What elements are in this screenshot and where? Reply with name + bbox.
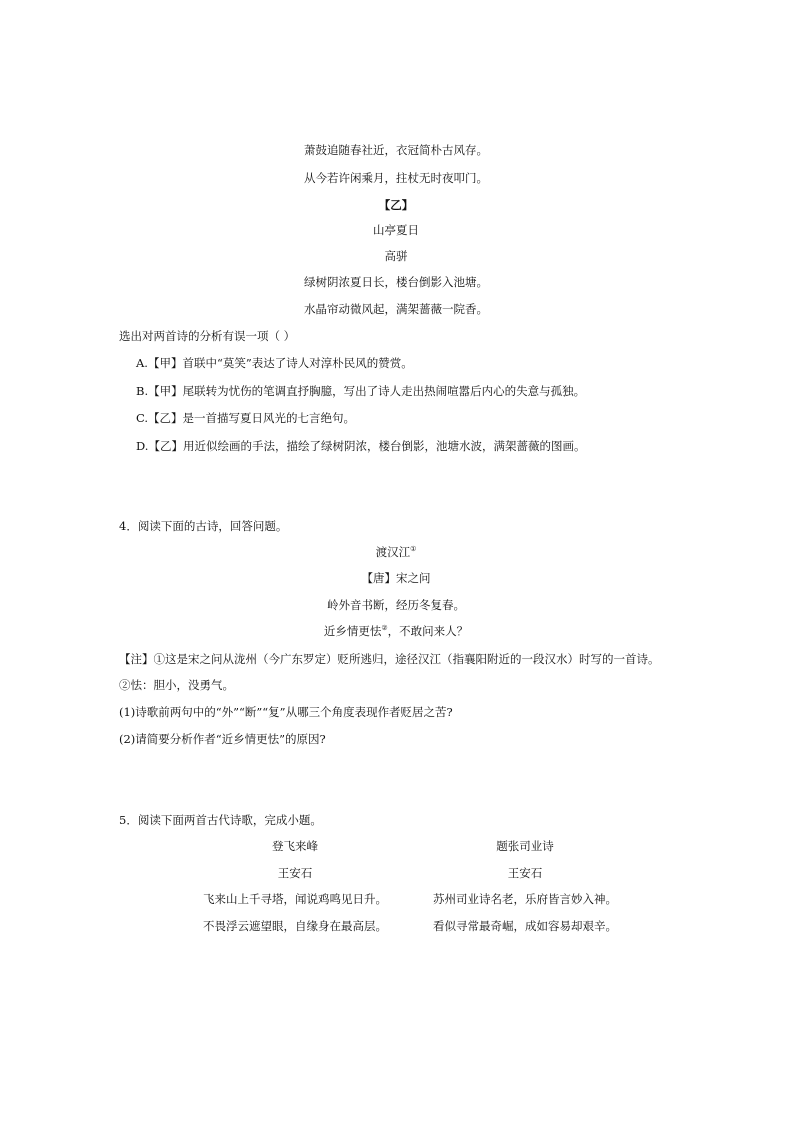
poem-yi-label: 【乙】 [378, 198, 414, 212]
poem-jia-line-3: 萧鼓追随春社近，衣冠简朴古风存。 [304, 143, 488, 157]
poem-line-2: 近乡情更怯②，不敢问来人？ [323, 624, 469, 638]
question-3-prompt: 选出对两首诗的分析有误一项（ ） [119, 329, 296, 343]
poem-author: 【唐】宋之问 [361, 571, 431, 585]
poem-jia-line-4: 从今若许闲乘月，拄杖无时夜叩门。 [304, 171, 488, 185]
question-5-stem: 5．阅读下面两首古代诗歌，完成小题。 [119, 813, 322, 827]
sub-question-2: (2)请简要分析作者“近乡情更怯”的原因? [119, 732, 326, 746]
poem-1-line-1: 飞来山上千寻塔，闻说鸡鸣见日升。 [203, 892, 387, 906]
poem-1-title: 登飞来峰 [272, 839, 318, 853]
poem-2-author: 王安石 [507, 866, 543, 880]
poem-yi-author: 高骈 [384, 249, 408, 263]
note-1: 【注】①这是宋之问从泷州（今广东罗定）贬所逃归，途径汉江（指襄阳附近的一段汉水）时写的一首诗。 [119, 652, 660, 666]
option-d: D.【乙】用近似绘画的手法，描绘了绿树阴浓，楼台倒影，池塘水波，满架蔷薇的图画。 [136, 439, 586, 453]
poem-yi-line-2: 水晶帘动微风起，满架蔷薇一院香。 [304, 302, 488, 316]
option-a: A.【甲】首联中“莫笑”表达了诗人对淳朴民风的赞赏。 [136, 356, 413, 370]
poem-title: 渡汉江① [375, 545, 417, 559]
poem-1-author: 王安石 [277, 866, 313, 880]
poem-line-1: 岭外音书断，经历冬复春。 [327, 598, 465, 612]
sub-question-1: (1)诗歌前两句中的“外”“断”“复”从哪三个角度表现作者贬居之苦? [119, 705, 453, 719]
question-4-stem: 4．阅读下面的古诗，回答问题。 [119, 519, 288, 533]
note-2: ②怯：胆小，没勇气。 [119, 678, 234, 692]
footnote-mark-2: ② [381, 624, 388, 633]
poem-2-title: 题张司业诗 [496, 839, 554, 853]
poem-yi-title: 山亭夏日 [373, 223, 419, 237]
option-c: C.【乙】是一首描写夏日风光的七言绝句。 [136, 411, 356, 425]
poem-yi-line-1: 绿树阴浓夏日长，楼台倒影入池塘。 [304, 275, 488, 289]
option-b: B.【甲】尾联转为忧伤的笔调直抒胸臆，写出了诗人走出热闹喧嚣后内心的失意与孤独。 [136, 384, 586, 398]
poem-1-line-2: 不畏浮云遮望眼，自缘身在最高层。 [203, 919, 387, 933]
poem-2-line-1: 苏州司业诗名老，乐府皆言妙入神。 [433, 892, 617, 906]
poem-2-line-2: 看似寻常最奇崛，成如容易却艰辛。 [433, 919, 617, 933]
footnote-mark-1: ① [410, 545, 417, 554]
